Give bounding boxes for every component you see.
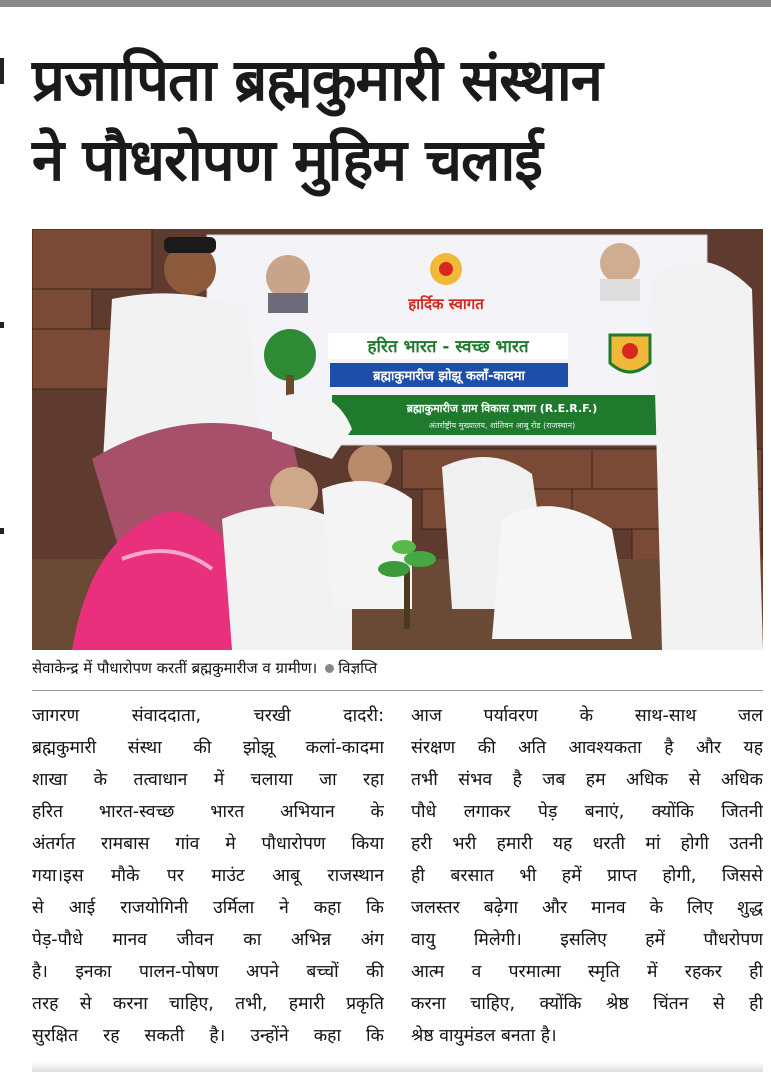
article-line: शाखा के तत्वाधान में चलाया जा रहा [32, 770, 384, 790]
article-line: संरक्षण की अति आवश्यकता है और यह [411, 738, 763, 758]
banner-branch: ब्रह्माकुमारीज झोझू कलाँ-कादमा [373, 369, 525, 384]
caption-text: सेवाकेन्द्र में पौधारोपण करतीं ब्रह्मकुमारीज व ग्रामीण। [32, 659, 318, 677]
photo-illustration [32, 229, 763, 650]
column-marker [0, 528, 4, 534]
banner-sub: अंतर्राष्ट्रीय मुख्यालय, शांतिवन आबू रोड (राजस्थान) [428, 421, 576, 430]
article-line: अंतर्गत रामबास गांव मे पौधारोपण किया [32, 834, 384, 854]
article-line: करना चाहिए, क्योंकि श्रेष्ठ चिंतन से ही [411, 994, 763, 1014]
article-line: हरी भरी हमारी यह धरती मां होगी उतनी [411, 834, 763, 854]
article-line: वायु मिलेगी। इसलिए हमें पौधरोपण [411, 930, 763, 950]
column-marker [0, 58, 4, 84]
article-line: सुरक्षित रह सकती है। उन्होंने कहा कि [32, 1026, 384, 1046]
bullet-icon [325, 664, 334, 673]
article-line: से आई राजयोगिनी उर्मिला ने कहा कि [32, 898, 384, 918]
banner-wing: ब्रह्माकुमारीज ग्राम विकास प्रभाग (R.E.R.F.) [406, 402, 598, 415]
article-line: जागरण संवाददाता, चरखी दादरी: [32, 706, 384, 726]
caption-divider [32, 690, 763, 691]
article-line: तरह से करना चाहिए, तभी, हमारी प्रकृति [32, 994, 384, 1014]
article-column-right [411, 700, 763, 1052]
article-line: गया।इस मौके पर माउंट आबू राजस्थान [32, 866, 384, 886]
portrait-right [600, 243, 640, 283]
article-line: श्रेष्ठ वायुमंडल बनता है। [411, 1026, 557, 1046]
article-line: पौधे लगाकर पेड़ बनाएं, क्योंकि जितनी [411, 802, 763, 822]
article-line: ब्रह्मकुमारी संस्था की झोझू कलां-कादमा [32, 738, 384, 758]
article-line: ही बरसात भी हमें प्राप्त होगी, जिससे [411, 866, 763, 886]
top-rule [0, 0, 771, 7]
column-marker [0, 322, 4, 328]
article-line: आत्म व परमात्मा स्मृति में रहकर ही [411, 962, 763, 982]
headline-line-2: ने पौधरोपण मुहिम चलाई [32, 126, 542, 194]
article-line: है। इनका पालन-पोषण अपने बच्चों की [32, 962, 384, 982]
article-line: तभी संभव है जब हम अधिक से अधिक [411, 770, 763, 790]
article-column-left [32, 700, 384, 1052]
banner-campaign: हरित भारत - स्वच्छ भारत [367, 337, 529, 357]
caption-source: विज्ञप्ति [338, 659, 378, 677]
article-line: हरित भारत-स्वच्छ भारत अभियान के [32, 802, 384, 822]
photo-caption [32, 656, 763, 680]
headline-line-1: प्रजापिता ब्रह्मकुमारी संस्थान [32, 46, 602, 114]
person-standing-right [652, 261, 763, 650]
news-photo [32, 229, 763, 650]
page-bottom-edge [32, 1062, 763, 1072]
article-line: आज पर्यावरण के साथ-साथ जल [411, 706, 763, 726]
portrait-left [266, 255, 310, 299]
article-line: पेड़-पौधे मानव जीवन का अभिन्न अंग [32, 930, 384, 950]
headline [32, 40, 762, 200]
banner-welcome: हार्दिक स्वागत [408, 295, 484, 313]
article-line: जलस्तर बढ़ेगा और मानव के लिए शुद्ध [411, 898, 763, 918]
